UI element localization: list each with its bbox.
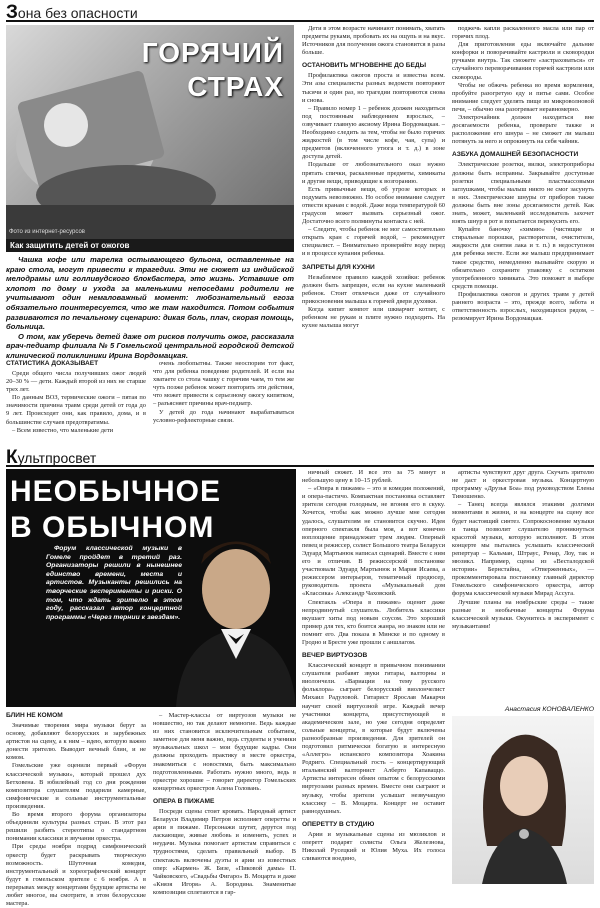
section-kicker-letter: З — [6, 2, 18, 23]
singer-illustration — [452, 716, 594, 884]
headline-line1: ГОРЯЧИЙ — [141, 37, 284, 68]
col-header-virtuosos: ВЕЧЕР ВИРТУОЗОВ — [302, 652, 368, 660]
paragraph: Электрочайник должен находиться вне досягаемости ребенка, проверьте также и расположение его шнура – не сможет ли малыш потянуть за него и опрокинуть на себя чайник. — [452, 114, 594, 146]
paragraph: Купайте баночку «химию» (чистящие и стиральные порошки, растворители, очистители, жидкости для снятия лака и т. п.) в недоступном для ребенка месте. Если же малыш предпринимает такое средство, немедленно вызывайте скорую и обязательно сохраните упаковку с остатком употребленного химиката. Это поможет в выборе средств помощи. — [452, 226, 594, 290]
paragraph: – «Опера в пижаме» – это и комедия положений, и опера-пастичо. Компактная постановка оставляет зрителя сегодня голодным, не вгоняя его в скуку. Хочется, чтобы как можно лучше мне сегодня удалось, слушателям не становится скучно. Идея оперного спектакля была моя, а вот конечно воплощение принадлежит трем людям. Оперный певец и режиссер, солист Большого театра Беларуси Эдуард Мартынюк написал сценарий. Вместе с ним его и отличив. В режиссерской постановке участвовали Эдуард Мартынюк и Мария Исаева, а режиссером интерьеров, тематичный продюсер, руководитель проекта «Музыкальный дом «Классика» Александр Чаховский. — [302, 485, 445, 598]
paragraph: артисты чувствуют друг друга. Скучать зрителю не даст и оркестровая музыка. Концертную программу «Друзья Боа» под руководством Елены Тимошенко. — [452, 469, 594, 501]
paragraph: Значимые творения мира музыки берут за основу, добавляют белорусских и зарубежных артистов на сцену, а к ним – идею, которую важно донести зрителю. Выводит вечный блин, и не комом. — [6, 722, 146, 762]
paragraph: – Правило номер 1 – ребенок должен находиться под постоянным наблюдением взрослых, – озвучивает главную аксиому Ирина Вордомацкая. – Необходимо следить за тем, чтобы не было горячих жидкостей (в том числе кофе, чая, супа) и предметов (включенного утюга и т. д.) в зоне доступа детей. — [302, 104, 445, 161]
paragraph: Есть привычные вещи, об угрозе которых и подумать невозможно. Но особое внимание следует отвести кранам с водой. Даже вода температурой 60 градусов может вызвать серьезный ожог. Достаточно всего полминуты контакта с ней. — [302, 185, 445, 226]
paragraph: Классический концерт в привычном понимании слушателя разбавят звуки гитары, валторны и виолончели. «Вариации на тему русского фольклора» сыграет белорусский виолончелист Михаил Радуловой. Гитарист Ярослав Макарчи научит своей виртуозной игре. Каждый вечер участники концерта, присутствующей в академическом зале, но уже сегодня определят сольные концерты, в которые будут включены разнообразные произведения. Для зрителей он подготовил ритмически богатую и интересную «Аллегро» испанского композитора Хоакина Родриго. Специальный гость – концертирующий итальянский валторнист Алберто Капаваццо. Артисты интересен обмен опытом с белорусскими виртуозами разных времен. Вместе они сыграют и музыку, чтобы зрители услышат незвучащую классику – В. Моцарта. Концерт не оставит равнодушных. — [302, 662, 445, 815]
paragraph: Посреди сцены стоит кровать. Народный артист Беларуси Владимир Петров исполняет оперетты и арии в пижаме. Персонажи шутят, дерутся под ласкающие, живые любовь и изменять, успех и неудачи. Музыка помогает артистам справиться с трудностями, сделать правильный выбор. В спектакль включены дуэты и арии из известных опер: «Кармен» Ж. Бизе, «Пиковой дамы» П. Чайковского, «Свадьбы Фигаро» В. Моцарта и даже «Князя Игоря» А. Бородина. Знаменитые композиции сплетаются в гар- — [153, 807, 296, 896]
paragraph: Спектакль «Опера в пижаме» оценит даже непродвинутый слушатель. Любитель классики вкушает хиты под новым соусом. Это хороший пример для тех, кто боится жанра, но знаком или не помнит его. Два показа в Минске и по одному в Гродно и Бресте уже прошли с аншлагом. — [302, 598, 445, 646]
col-header-kitchen: ЗАПРЕТЫ ДЛЯ КУХНИ — [302, 263, 375, 271]
paragraph: – Следите, чтобы ребенок не мог самостоятельно открыть кран с горячей водой, – рекомендует специалист. – Внимательно проверяйте воду перед и в процессе купания ребенка. — [302, 226, 445, 258]
photo-lead-caption: Форум классической музыки в Гомеле пройдет в третий раз. Организаторы решили в нынешнее единство времени, места и артистов. Музыканты решились на творческие эксперименты и риски. О том, что ждать зрителю в этом году, рассказал автор концертной программы «Через тернии к звездам». — [46, 545, 182, 621]
section-kicker: она без опасности — [17, 5, 138, 21]
paragraph: очень любопытны. Также неоспорим тот факт, что для ребенка поведение родителей. И если вы хватаете со стола чашку с горячим чаем, то тем же чуть позже ребенок может повторить эти действия, что может привести к серьезному ожогу кипятком, – разъясняет причины врач-педиатр. — [153, 360, 294, 408]
paragraph: Когда кипит компот или шкварчит котлет, с ребенком не рукам и плите нужно подходить. На кухне малыша могут — [302, 305, 445, 330]
col-header-operetta: ОПЕРЕТТУ В СТУДИЮ — [302, 820, 375, 828]
paragraph: При среды ноября подряд симфонический оркестр будет раскрывать творческую возможность. Шуточная комедия, инструментальный и хореографический концерт будут в гомельском зрителе с 6 ноября. А в перерывах между концертами будущие артисты не любят многое, вы смотрите, в этом белорусские мастера. — [6, 843, 146, 908]
paragraph: ничный сюжет. И все это за 75 минут и небольшую цену в 10–15 рублей. — [302, 469, 445, 485]
article2-col1 — [6, 712, 146, 908]
paragraph: Подальше от любознательного оказ нужно прятать спички, раскаленные предметы, химикаты и другие вещи, приводящие к возгоранию. — [302, 161, 445, 185]
lead-text-2: О том, как уберечь детей даже от рисков получить ожог, рассказала врач-педиатр филиала № 5 Гомельской центральной городской детской клинической поликлиники Ирина Вордомацкая. — [6, 331, 294, 360]
article1-col3 — [302, 25, 445, 443]
headline-line2: СТРАХ — [187, 71, 284, 102]
paragraph: поджечь капли раскаленного масла или пар от горячих плод. — [452, 25, 594, 41]
paragraph: – Всем известно, что маленькие дети — [12, 426, 114, 434]
article1-col4 — [452, 25, 594, 443]
paragraph: Во время второго форума организаторы объединили культуры разных стран. В этот раз решили разбить стереотипы о стандартном понимании классики и звучании оркестра. — [6, 811, 146, 843]
col-header-statistics: СТАТИСТИКА ДОКАЗЫВАЕТ — [6, 360, 99, 367]
paragraph: Профилактика ожогов проста и известна всем. Эти азы специалисты разных ведомств повторяют тысячи и один раз, но трагедии повторяются снова и снова. — [302, 72, 445, 104]
paragraph: – Мастер-классы от виртуозов музыки не новшество, но так делают немногие. Ведь каждые из них становится исключительным событием, заметное для меня важно, ведь студенты и ученики музыкальных школ – мои будущие кадры. Они должны проходить практику в месте оркестра, знакомиться с новостями, быть максимально подготовленными. Работать нужно много, ведь в оркестре хорошие – говорит директор Гомельских концертных оркестров Алена Головань. — [153, 712, 296, 792]
paragraph: Гомельские уже оценили первый «Форум классической музыки», который прошел дух Бетховена. В юбилейный год со дня рождения композитора слушателям подарили камерные, симфонические и сольные инструментальные произведения. — [6, 762, 146, 810]
paragraph: Среди общего числа получивших ожог людей 20–30 % — дети. Каждый второй из них не старше трех лет. — [6, 370, 146, 394]
article1-col1 — [6, 360, 146, 435]
col-header-pajama: ОПЕРА В ПИЖАМЕ — [153, 797, 215, 805]
paragraph: Для приготовления еды включайте дальние конфорки и поворачивайте кастрюли и сковородки ручками внутрь. Так сможете «застраховаться» от случайного переворачивания горячей кастрюли или сковороды. — [452, 41, 594, 81]
paragraph: У детей до года начинают вырабатываться условно-рефлекторные связи. — [153, 408, 294, 424]
article2-col2 — [153, 712, 296, 896]
section-kicker: ультпросвет — [17, 450, 97, 466]
photo-caption-bar: Как защитить детей от ожогов — [6, 239, 294, 252]
paragraph: Профилактика ожогов и других травм у детей раннего возраста – это, прежде всего, забота и ответственность взрослых, находящихся рядом, – резюмирует Ирина Вордомацкая. — [452, 290, 594, 323]
article-photo-singer — [452, 716, 594, 884]
headline2-line2: В ОБЫЧНОМ — [10, 511, 215, 544]
paragraph: Незыблемое правило каждой хозяйки: ребенок должен быть запрещен, если на кухне маленький ребенок. Стоит отвлечься даже от случайного прикосновения малыша к горячей двери духовки. — [302, 273, 445, 305]
article2-col3 — [302, 469, 445, 884]
author-byline: Анастасия КОНОВАЛЕНКО — [504, 706, 594, 713]
section-kicker-letter: К — [6, 447, 18, 468]
headline2-line1: НЕОБЫЧНОЕ — [10, 475, 222, 508]
col-header-blin: БЛИН НЕ КОМОМ — [6, 712, 63, 719]
col-header-safety: АЗБУКА ДОМАШНЕЙ БЕЗОПАСНОСТИ — [452, 151, 579, 159]
paragraph: Арии и музыкальные сцены из мюзиклов и оперетт подарят солисты Ольга Железнова, Николай Русецкий и Юлия Муха. Их голоса сливаются воедино, — [302, 830, 445, 863]
photo-credit: Фото из интернет-ресурсов — [9, 229, 85, 235]
paragraph: Дети в этом возрасте начинают понимать, хватать предметы руками, пробовать их на ощупь и на вкус. Источников для получения ожога становится в разы больше. — [302, 25, 445, 57]
lead-text: Чашка кофе или тарелка остывающего бульона, оставленные на краю стола, могут привести к трагедии. Эти не сюжет из индийской мелодрамы или голливудского блокбастера, это жизнь. Уставшие от хлопот по дому и ухода за маленькими непоседами родители не учитывают один немаловажный момент: любознательный егоза обязательно поинтересуется, что же там находится. Потом события развиваются по печальному сценарию: дикая боль, плач, скорая помощь, больница. — [6, 255, 294, 332]
lead-paragraph — [6, 255, 294, 361]
paragraph: Чтобы не обжечь ребенка во время кормления, пробуйте разогретую еду и питье сами. Особое внимание следует уделять пище из микроволновой печи, – обычно она разогревает неравномерно. — [452, 81, 594, 113]
section-header-culture — [6, 447, 594, 467]
article-photo-burns — [6, 25, 294, 239]
paragraph: Электрические розетки, вилки, электроприборы должны быть исправны. Закрывайте доступные розетки специальными пластмассовыми заглушками, чтобы малыш никто не смог засунуть в них. Электрические шнуры от приборов также должны быть вне зоны досягаемости детей. Как знать, может, маленький исследователь захочет взять шнур в рот и попытается перекусить его. — [452, 161, 594, 226]
paragraph: Лучшие планы на ноябрьские среды – такие разные и необычные концерты Форума классической музыки. Окунитесь в эксперимент с музыкантами! — [452, 598, 594, 630]
article1-col2 — [153, 360, 294, 425]
section-header-zone — [6, 2, 594, 22]
paragraph: По данным ВОЗ, термические ожоги – пятая по значимости причина травм среди детей от года до 9 лет. Происходят они, как правило, дома, и в большинстве случаев предотвратимы. — [6, 394, 146, 426]
paragraph: – Танец всегда являлся этакими долгими моментами в жизни, и на концерте на сцену все будет настоящий синтез. Сопрокосновение музыки и танца позволит слушателю проникнуться красотой музыки, которую исполняют. В этом концерте мы пытались услышать классический репертуар – Кальман, Штраус, Ренар, Лоу, так и мюзикл. Например, сцены из «Весталодской истории» Бернстайна, «Отверженных», — прокомментировала постановку главный директор Гомельского симфонического оркестра, автор форума классической музыки Мирад Ассуга. — [452, 501, 594, 598]
article2-col4 — [452, 469, 594, 705]
col-header-stop: ОСТАНОВИТЬ МГНОВЕННЕ ДО БЕДЫ — [302, 62, 427, 70]
